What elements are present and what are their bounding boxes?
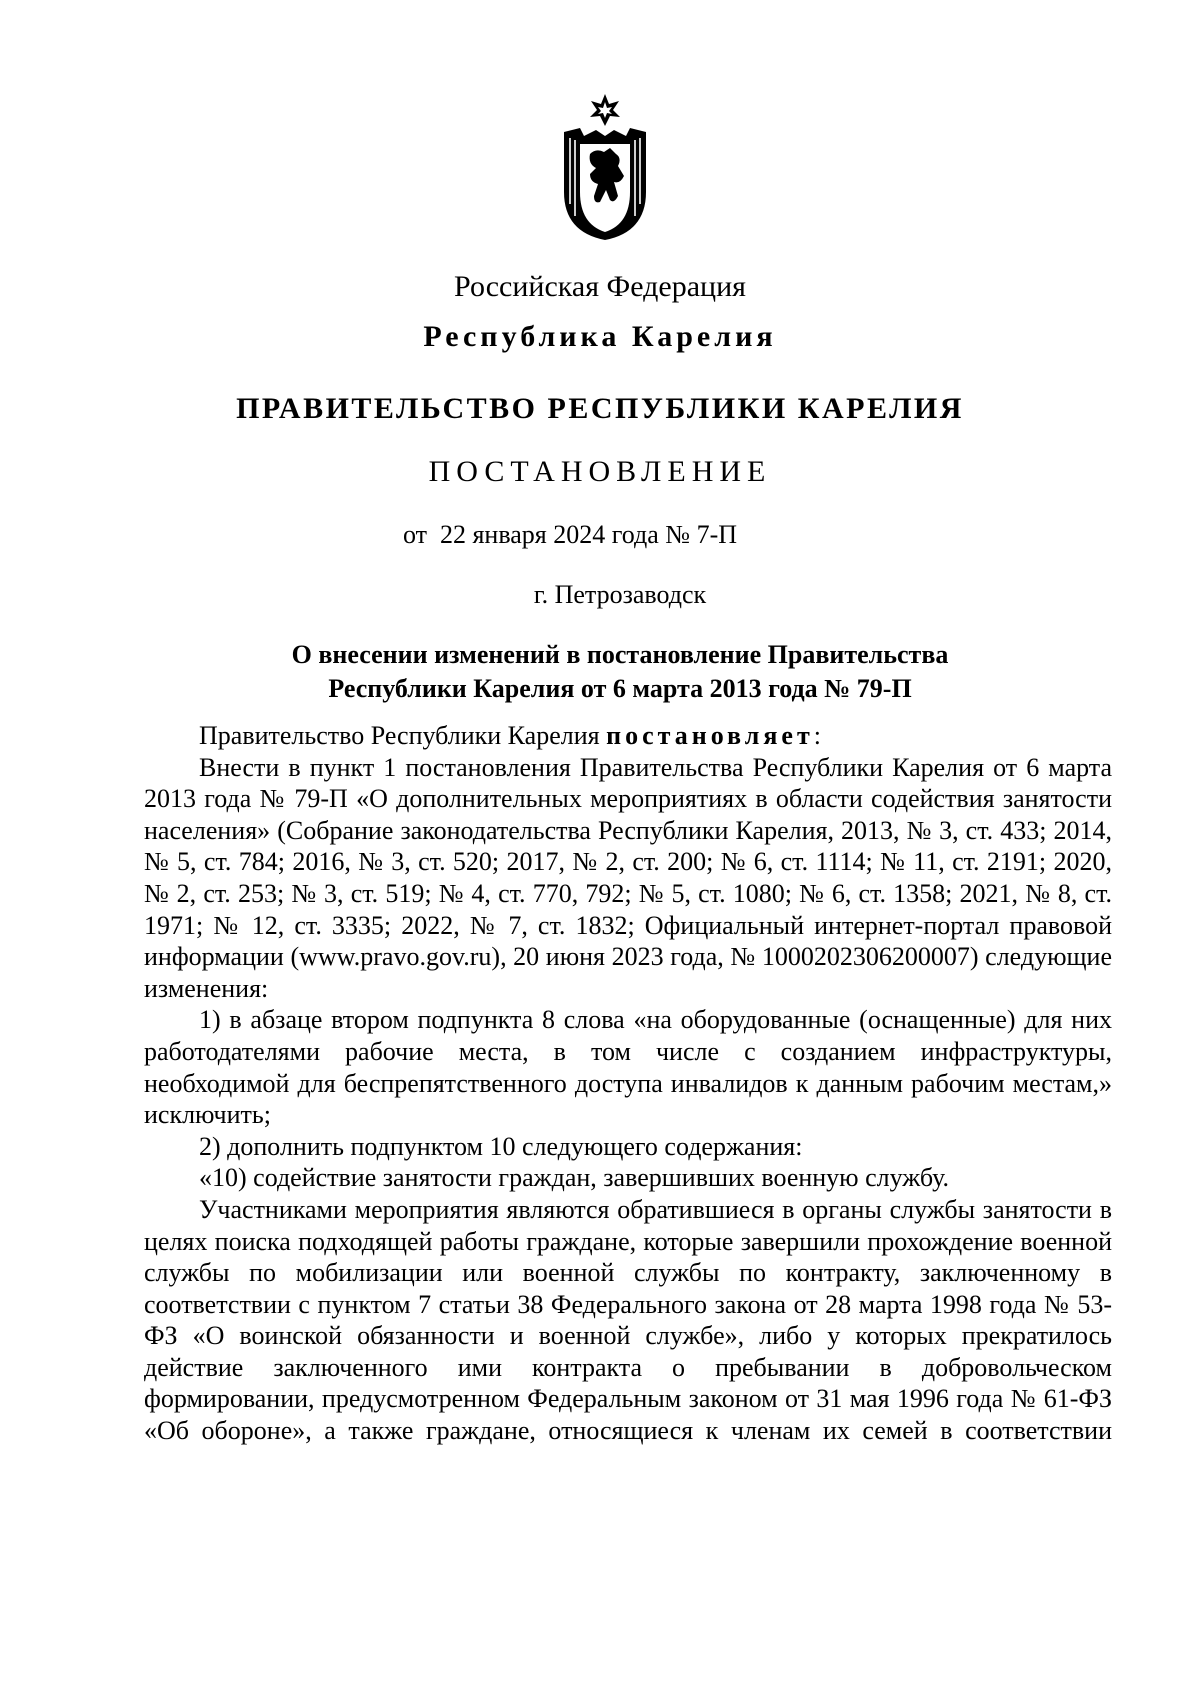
intro-paragraph — [144, 720, 1112, 752]
paragraph-participants: Участниками мероприятия являются обратившиеся в органы службы занятости в целях поиска подходящей работы граждане, которые завершили прохождение военной службы по мобилизации или военной службы по контракту, заключенному в соответствии с пунктом 7 статьи 38 Федерального закона от 28 марта 1998 года № 53-ФЗ «О воинской обязанности и военной службе», либо у которых прекратилось действие заключенного ими контракта о пребывании в добровольческом формировании, предусмотренном Федеральным законом от 31 мая 1996 года № 61-ФЗ «Об обороне», а также граждане, относящиеся к членам их семей в соответствии — [144, 1194, 1112, 1446]
country-name: Российская Федерация — [454, 270, 746, 303]
document-type: ПОСТАНОВЛЕНИЕ — [428, 455, 772, 488]
intro-prefix: Правительство Республики Карелия — [199, 721, 607, 750]
city-line: г. Петрозаводск — [533, 580, 707, 609]
paragraph-amendment-intro: Внести в пункт 1 постановления Правительства Республики Карелия от 6 марта 2013 года № 79-П «О дополнительных мероприятиях в области содействия занятости населения» (Собрание законодательства Республики Карелия, 2013, № 3, ст. 433; 2014, № 5, ст. 784; 2016, № 3, ст. 520; 2017, № 2, ст. 200; № 6, ст. 1114; № 11, ст. 2191; 2020, № 2, ст. 253; № 3, ст. 519; № 4, ст. 770, 792; № 5, ст. 1080; № 6, ст. 1358; 2021, № 8, ст. 1971; № 12, ст. 3335; 2022, № 7, ст. 1832; Официальный интернет-портал правовой информации (www.pravo.gov.ru), 20 июня 2023 года, № 1000202306200007) следующие изменения: — [144, 752, 1112, 1003]
government-title: ПРАВИТЕЛЬСТВО РЕСПУБЛИКИ КАРЕЛИЯ — [236, 392, 964, 425]
coat-of-arms-emblem — [560, 92, 650, 242]
paragraph-item-10: «10) содействие занятости граждан, завершивших военную службу. — [199, 1163, 950, 1193]
intro-verb: постановляет — [606, 721, 814, 750]
document-body — [144, 720, 1112, 1447]
subject-line-1: О внесении изменений в постановление Правительства — [291, 640, 949, 669]
document-subject — [0, 638, 1200, 706]
intro-suffix: : — [813, 721, 821, 750]
paragraph-item-1: 1) в абзаце втором подпункта 8 слова «на оборудованные (оснащенные) для них работодателями рабочие места, в том числе с созданием инфраструктуры, необходимой для беспрепятственного доступа инвалидов к данным рабочим местам,» исключить; — [144, 1005, 1112, 1130]
subject-line-2: Республики Карелия от 6 марта 2013 года № 79-П — [328, 674, 912, 703]
date-number-line: от 22 января 2024 года № 7-П — [402, 520, 738, 549]
paragraph-item-2: 2) дополнить подпунктом 10 следующего содержания: — [199, 1131, 803, 1161]
republic-name: Республика Карелия — [423, 320, 777, 353]
